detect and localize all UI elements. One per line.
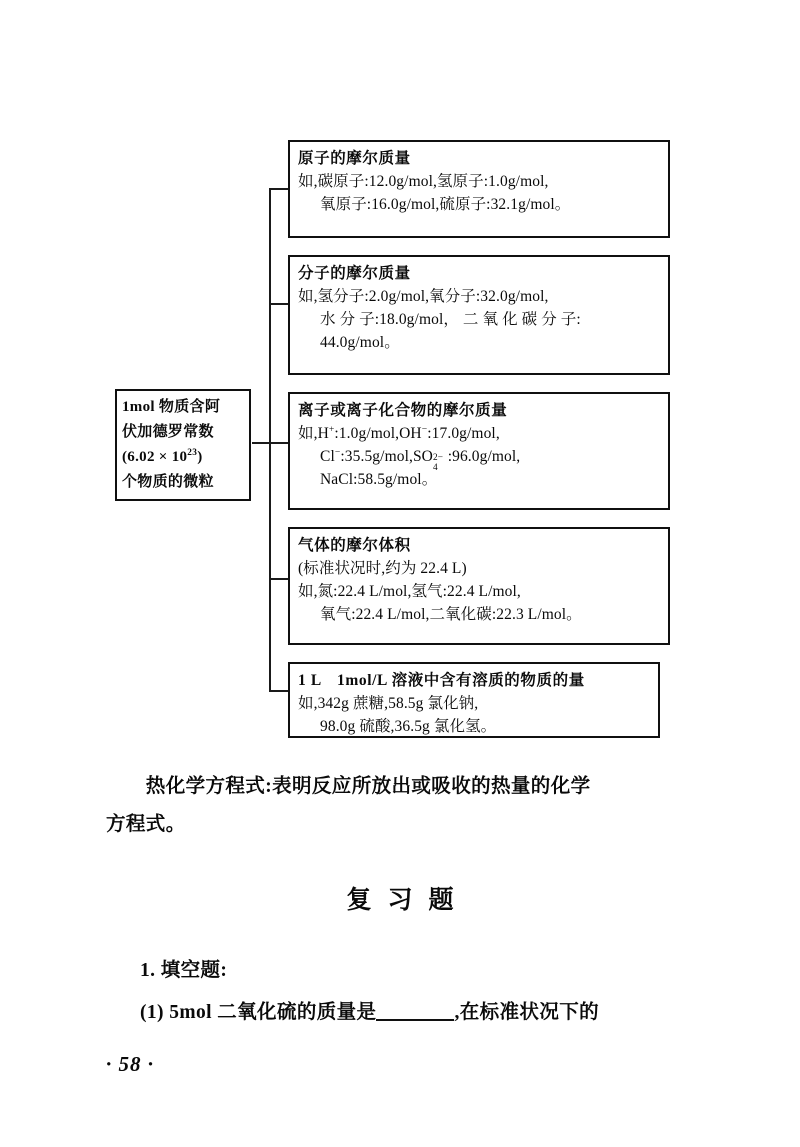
box-atom-line-2: 氧原子:16.0g/mol,硫原子:32.1g/mol。 <box>320 196 571 213</box>
paragraph-line-2: 方程式。 <box>106 814 186 835</box>
paragraph-line-1: 热化学方程式:表明反应所放出或吸收的热量的化学 <box>106 776 591 797</box>
box-ion-line-3: NaCl:58.5g/mol。 <box>320 471 438 488</box>
hydroxide-ion-charge: − <box>421 423 428 435</box>
box-solution-heading: 1 L 1mol/L 溶液中含有溶质的物质的量 <box>298 672 585 689</box>
avogadro-exponent: 23 <box>187 448 198 458</box>
box-molecule-line-1: 如,氢分子:2.0g/mol,氧分子:32.0g/mol, <box>298 288 549 305</box>
connector-stub-solution <box>269 690 289 692</box>
sulfate-subscript: 4 <box>432 462 438 473</box>
connector-spine <box>269 188 271 692</box>
box-molecule-line-2: 水 分 子:18.0g/mol， 二 氧 化 碳 分 子: <box>320 311 581 328</box>
source-node-box <box>115 389 251 501</box>
box-gas-heading: 气体的摩尔体积 <box>298 537 411 554</box>
box-molecule-heading: 分子的摩尔质量 <box>298 265 411 282</box>
connector-stub-gas <box>269 578 289 580</box>
ion-line1-prefix: 如,H <box>298 425 329 442</box>
ion-line2-suffix: :96.0g/mol, <box>447 448 521 465</box>
exercise-item-1-suffix: ,在标准状况下的 <box>454 1002 600 1023</box>
source-line-1: 1mol 物质含阿 <box>122 399 221 415</box>
box-solution-line-2: 98.0g 硫酸,36.5g 氯化氢。 <box>320 718 497 735</box>
ion-line1-mid: :1.0g/mol,OH <box>334 425 422 442</box>
source-line-4: 个物质的微粒 <box>122 474 214 490</box>
box-solution-line-1: 如,342g 蔗糖,58.5g 氯化钠, <box>298 695 479 712</box>
box-gas-line-2: 如,氮:22.4 L/mol,氢气:22.4 L/mol, <box>298 583 521 600</box>
connector-stub-atom <box>269 188 289 190</box>
connector-stub-ion <box>252 442 289 444</box>
source-line-2: 伏加德罗常数 <box>122 424 214 440</box>
box-atom-line-1: 如,碳原子:12.0g/mol,氢原子:1.0g/mol, <box>298 173 549 190</box>
sulfate-charge: 2− <box>432 452 444 463</box>
exercise-group-label: 1. 填空题: <box>140 960 228 981</box>
node-box-atomic-molar-mass <box>288 140 670 238</box>
ion-line2-mid: :35.5g/mol,SO <box>340 448 433 465</box>
review-questions-heading: 复习题 <box>346 887 470 914</box>
ion-line2-prefix: Cl <box>320 448 335 465</box>
chloride-ion-charge: − <box>334 446 341 458</box>
avogadro-paren-close: ) <box>197 449 203 465</box>
node-box-gas-molar-volume <box>288 527 670 645</box>
box-ion-line-2 <box>298 445 660 473</box>
thermochemical-equation-paragraph <box>106 768 696 844</box>
box-ion-heading: 离子或离子化合物的摩尔质量 <box>298 402 508 419</box>
page-number: · 58 · <box>106 1052 154 1076</box>
connector-stub-molecule <box>269 303 289 305</box>
box-gas-line-1: (标准状况时,约为 22.4 L) <box>298 560 467 577</box>
exercise-item-1 <box>140 992 700 1034</box>
box-molecule-line-3: 44.0g/mol。 <box>320 334 400 351</box>
exercises-section <box>140 950 700 1034</box>
node-box-ionic-molar-mass <box>288 392 670 510</box>
avogadro-value: (6.02 × 10 <box>122 449 188 465</box>
node-box-molecular-molar-mass <box>288 255 670 375</box>
fill-in-blank <box>376 1019 454 1021</box>
box-ion-line-1 <box>298 422 660 445</box>
box-gas-line-3: 氧气:22.4 L/mol,二氧化碳:22.3 L/mol。 <box>320 606 582 623</box>
ion-line1-suffix: :17.0g/mol, <box>427 425 500 442</box>
source-line-3 <box>122 445 244 470</box>
hydrogen-ion-charge: + <box>328 423 335 435</box>
node-box-solution-amount <box>288 662 660 738</box>
exercise-item-1-prefix: (1) 5mol 二氧化硫的质量是 <box>140 1002 377 1023</box>
box-atom-heading: 原子的摩尔质量 <box>298 150 411 167</box>
